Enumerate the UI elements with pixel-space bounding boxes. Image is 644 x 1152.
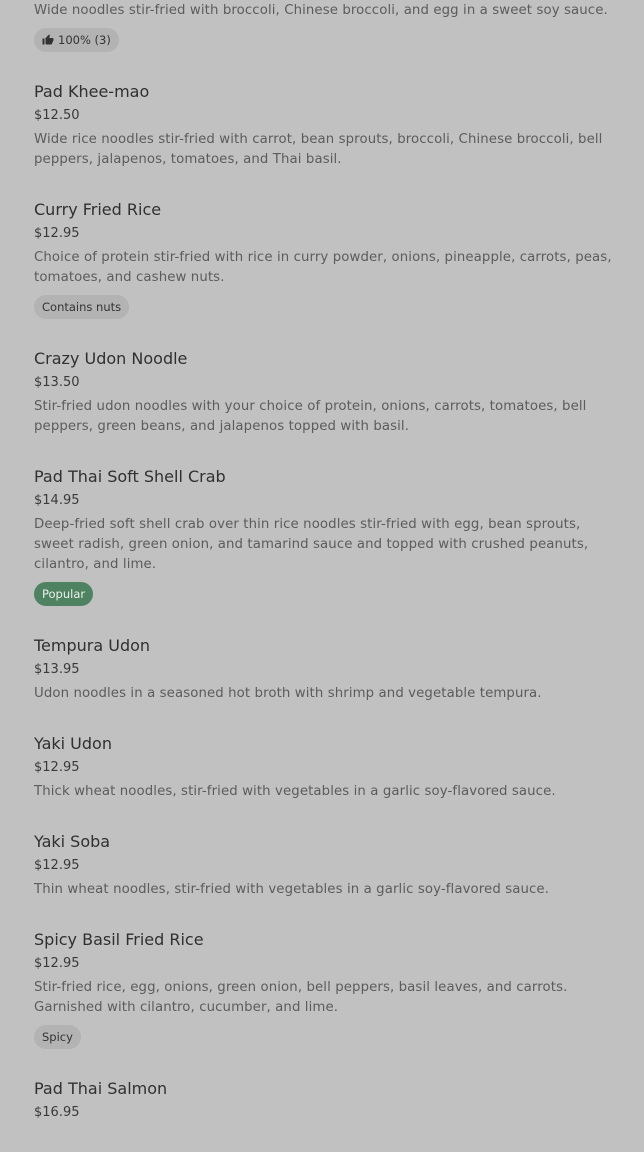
rating-badge [34, 28, 119, 52]
item-description: Choice of protein stir-fried with rice in curry powder, onions, pineapple, carrots, peas, tomatoes, and cashew nuts. [34, 250, 612, 285]
menu-item[interactable] [34, 929, 614, 1049]
item-description: Stir-fried rice, egg, onions, green onion, bell peppers, basil leaves, and carrots. Garnished with cilantro, cucumber, and lime. [34, 980, 568, 1015]
item-price: $12.95 [34, 956, 80, 971]
item-price: $14.95 [34, 493, 80, 508]
popular-badge: Popular [34, 582, 93, 606]
menu-item[interactable] [34, 81, 614, 170]
menu-item[interactable] [34, 348, 614, 437]
item-description: Thick wheat noodles, stir-fried with vegetables in a garlic soy-flavored sauce. [34, 784, 556, 799]
rating-text: 100% (3) [58, 33, 111, 47]
thumbs-up-icon [42, 34, 54, 46]
menu-item[interactable] [34, 1078, 614, 1123]
menu-item[interactable] [34, 733, 614, 802]
item-price: $12.95 [34, 858, 80, 873]
item-name: Tempura Udon [34, 636, 151, 655]
item-price: $12.50 [34, 108, 80, 123]
menu-item[interactable] [34, 831, 614, 900]
item-description: Thin wheat noodles, stir-fried with vegetables in a garlic soy-flavored sauce. [34, 882, 550, 897]
item-name: Pad Thai Soft Shell Crab [34, 467, 226, 486]
item-name: Yaki Soba [34, 832, 111, 851]
menu-item[interactable] [34, 1, 614, 52]
item-price: $16.95 [34, 1105, 80, 1120]
item-description: Wide rice noodles stir-fried with carrot, bean sprouts, broccoli, Chinese broccoli, bell peppers, jalapenos, tomatoes, and Thai basil. [34, 132, 603, 167]
item-price: $12.95 [34, 760, 80, 775]
spicy-badge: Spicy [34, 1025, 81, 1049]
item-name: Pad Khee-mao [34, 82, 150, 101]
item-description: Wide noodles stir-fried with broccoli, Chinese broccoli, and egg in a sweet soy sauce. [34, 3, 608, 18]
menu-item[interactable] [34, 199, 614, 319]
menu-item[interactable] [34, 635, 614, 704]
item-name: Yaki Udon [34, 734, 112, 753]
contains-nuts-badge: Contains nuts [34, 295, 129, 319]
menu-item-list [34, 0, 614, 1152]
item-description: Deep-fried soft shell crab over thin rice noodles stir-fried with egg, bean sprouts, sweet radish, green onion, and tamarind sauce and topped with crushed peanuts, cilantro, and lime. [34, 517, 589, 572]
item-price: $13.50 [34, 375, 80, 390]
item-name: Curry Fried Rice [34, 200, 162, 219]
item-description: Udon noodles in a seasoned hot broth with shrimp and vegetable tempura. [34, 686, 542, 701]
item-name: Crazy Udon Noodle [34, 349, 188, 368]
menu-item[interactable] [34, 466, 614, 606]
item-name: Spicy Basil Fried Rice [34, 930, 204, 949]
item-description: Stir-fried udon noodles with your choice of protein, onions, carrots, tomatoes, bell peppers, green beans, and jalapenos topped with basil. [34, 399, 587, 434]
item-price: $12.95 [34, 226, 80, 241]
item-price: $13.95 [34, 662, 80, 677]
item-name: Pad Thai Salmon [34, 1079, 168, 1098]
